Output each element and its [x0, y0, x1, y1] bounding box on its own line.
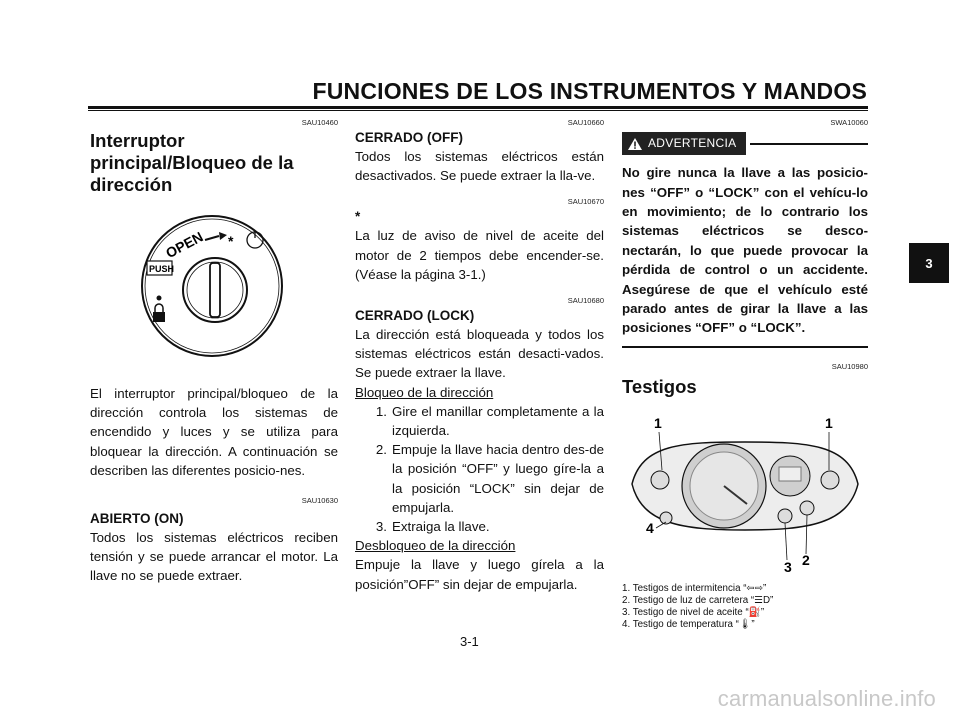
on-text: Todos los sistemas eléctricos reciben tensión y se puede arrancar el motor. La llave no se puede extraer.	[90, 530, 338, 584]
list-item: 3. Extraiga la llave.	[375, 519, 490, 535]
off-text: Todos los sistemas eléctricos están desactivados. Se puede extraer la lla-ve.	[355, 149, 604, 184]
column-2	[355, 118, 604, 594]
section-title-indicators: Testigos	[622, 375, 697, 397]
header-rule	[88, 106, 868, 109]
section-code: SWA10060	[830, 118, 868, 127]
indicator-legend	[622, 583, 868, 631]
high-beam-icon: ☰D	[754, 594, 771, 606]
callout-3: 3	[784, 558, 792, 575]
column-1	[90, 118, 338, 586]
section-code: SAU10460	[301, 118, 338, 127]
callout-1-left: 1	[654, 414, 662, 431]
open-label: OPEN	[163, 228, 206, 262]
column-3	[622, 118, 868, 631]
legend-item: 1. Testigos de intermitencia “⇦⇨”	[622, 582, 767, 594]
section-code: SAU10630	[301, 496, 338, 506]
temperature-icon: 🌡	[738, 618, 752, 630]
callout-2: 2	[802, 551, 810, 568]
lock-text: La dirección está bloqueada y todos los sistemas eléctricos están desacti-vados. Se puede extraer la llave.	[355, 327, 604, 381]
oil-level-icon: ⛽	[748, 606, 761, 618]
page-header-title: FUNCIONES DE LOS INSTRUMENTOS Y MANDOS	[312, 78, 867, 104]
lock-heading: CERRADO (LOCK)	[355, 308, 475, 324]
indicator-panel-illustration	[622, 404, 868, 579]
header-rule-thin	[88, 110, 868, 111]
off-heading: CERRADO (OFF)	[355, 130, 463, 145]
main-switch-intro: El interruptor principal/bloqueo de la dirección controla los sistemas de encendido y luces y se utiliza para bloquear la dirección. A continuación se describen las diferentes posicio-nes.	[90, 386, 338, 478]
star-text: La luz de aviso de nivel de aceite del motor de 2 tiempos debe encender-se. (Véase la página 3-1.)	[355, 228, 604, 282]
chapter-tab[interactable]: 3	[909, 243, 949, 283]
watermark: carmanualsonline.info	[717, 686, 936, 711]
star-heading: *	[355, 209, 361, 225]
section-code: SAU10660	[567, 118, 604, 127]
page-number: 3-1	[460, 634, 479, 649]
legend-item: 4. Testigo de temperatura “🌡”	[622, 618, 755, 630]
section-code: SAU10680	[567, 296, 604, 306]
callout-1-right: 1	[825, 414, 833, 431]
legend-item: 3. Testigo de nivel de aceite “⛽”	[622, 606, 765, 618]
warning-box	[622, 132, 868, 155]
warning-badge	[622, 132, 746, 155]
warning-triangle-icon	[628, 138, 642, 150]
turn-signal-icon: ⇦⇨	[746, 582, 763, 594]
on-heading: ABIERTO (ON)	[90, 511, 184, 527]
warning-text: No gire nunca la llave a las posicio-nes “OFF” o “LOCK” con el vehícu-lo en movimiento; de lo contrario los sistemas eléctricos se desco-nectarán, lo que puede provocar la pérdida de control o un accidente. Asegúrese de que el vehículo esté parado antes de girar la llave a las posiciones “OFF” o “LOCK”.	[622, 165, 868, 336]
svg-text:*: *	[228, 233, 234, 249]
list-item: 1. Gire el manillar completamente a la izquierda.	[375, 403, 604, 439]
bloqueo-steps	[355, 402, 604, 536]
desbloqueo-text: Empuje la llave y luego gírela a la posición”OFF” sin dejar de empujarla.	[355, 557, 604, 592]
desbloqueo-heading: Desbloqueo de la dirección	[355, 538, 516, 554]
warning-end-rule	[622, 346, 868, 348]
callout-4: 4	[646, 519, 654, 536]
section-title-main-switch: Interruptor principal/Bloqueo de la dirección	[90, 130, 294, 195]
warning-rule	[750, 143, 868, 145]
section-code: SAU10670	[567, 197, 604, 207]
legend-item: 2. Testigo de luz de carretera “☰D”	[622, 594, 774, 606]
push-label: PUSH	[149, 264, 175, 274]
list-item: 2. Empuje la llave hacia dentro des-de la posición “OFF” y luego gíre-la a la posición “LOCK” sin dejar de empujarla.	[375, 442, 604, 515]
bloqueo-heading: Bloqueo de la dirección	[355, 384, 494, 400]
section-code: SAU10980	[831, 361, 868, 371]
warning-label: ADVERTENCIA	[648, 136, 737, 150]
main-switch-illustration	[137, 210, 287, 362]
